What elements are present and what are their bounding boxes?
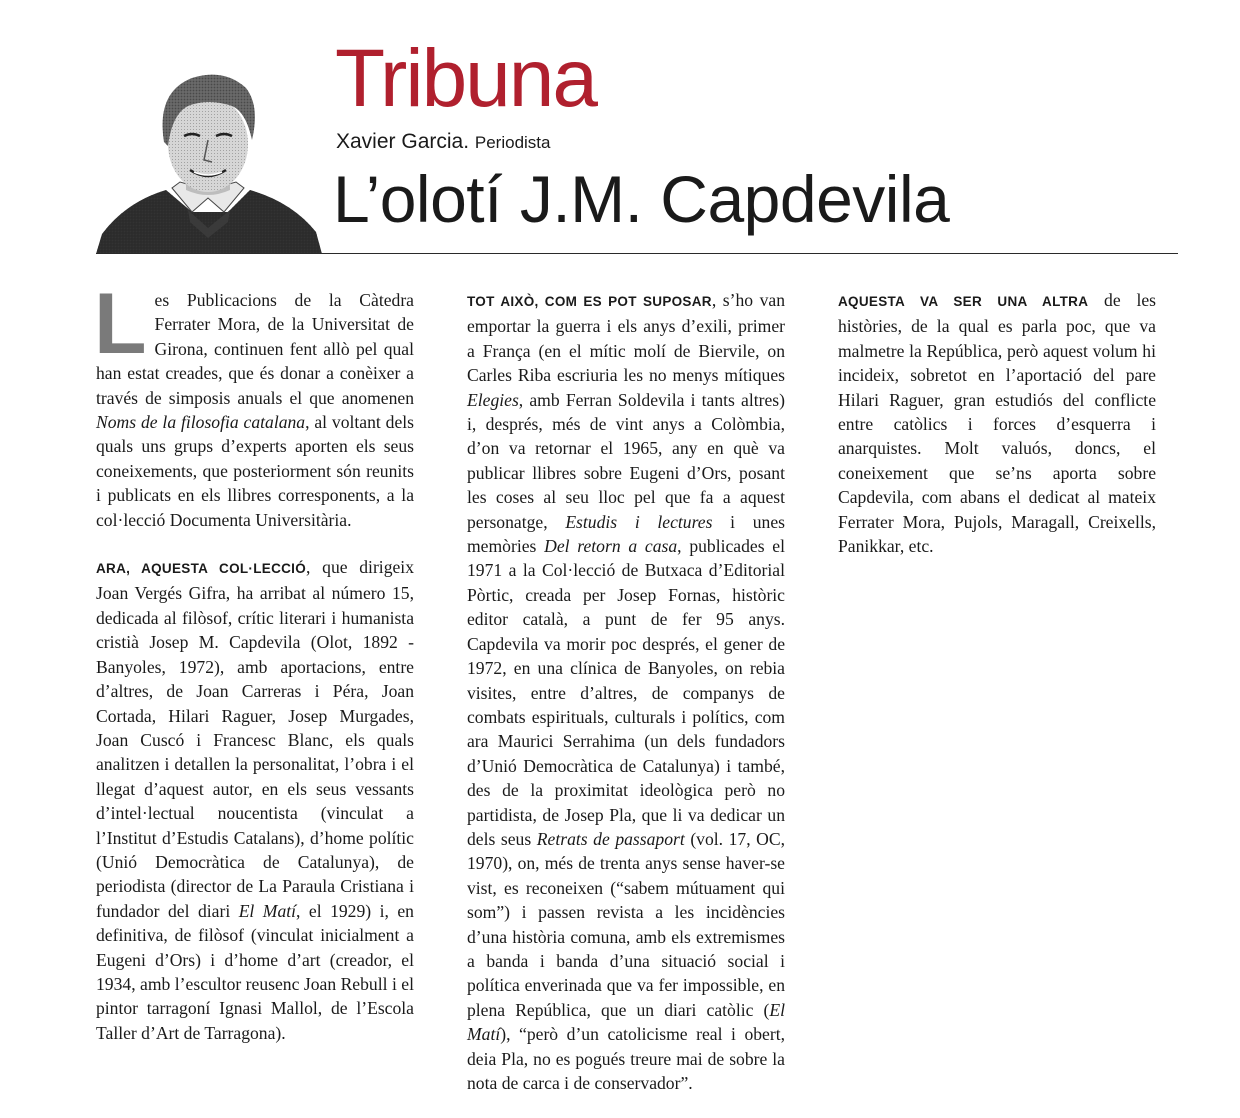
headline: L’olotí J.M. Capdevila [333,162,950,236]
paragraph-1: Les Publicacions de la Càtedra Ferrater Mora, de la Universitat de Girona, continuen fent allò pel qual han estat creades, que és donar a conèixer a través de simposis anuals el que anomenen Noms de la filosofia catalana, al voltant dels quals uns grups d’experts aporten els seus coneixements, que posteriorment són reunits i publicats en els llibres corresponents, a la col·lecció Documenta Universitària. [94,276,414,530]
paragraph-lead: TOT AIXÒ, COM ES POT SUPOSAR [467,294,712,309]
paragraph-2: ARA, AQUESTA COL·LECCIÓ, que dirigeix Joan Vergés Gifra, ha arribat al número 15, dedicada al filòsof, crític literari i humanista cristià Josep M. Capdevila (Olot, 1892 - Banyoles, 1972), amb aportacions, entre d’altres, de Joan Carreras i Péra, Joan Cortada, Hilari Raguer, Josep Murgades, Joan Cuscó i Francesc Blanc, els quals analitzen i detallen la personalitat, l’obra i el llegat d’aquest autor, en els seus vessants d’intel·lectual noucentista (vinculat a l’Institut d’Estudis Catalans), d’home polític (Unió Democràtica de Catalunya), de periodista (director de La Paraula Cristiana i fundador del diari El Matí, el 1929) i, en definitiva, de filòsof (vinculat inicialment a Eugeni d’Ors) i d’home d’art (creador, el 1934, amb l’escultor reusenc Joan Rebull i el pintor tarragoní Ignasi Mallol, de l’Escola Taller d’Art de Tarragona). [96,557,414,1043]
paragraph-3: TOT AIXÒ, COM ES POT SUPOSAR, s’ho van emportar la guerra i els anys d’exili, primer a França (en el mític molí de Biervile, on Carles Riba escriuria les no menys mítiques Elegies, amb Ferran Soldevila i tants altres) i, després, més de vint anys a Colòmbia, d’on va retornar el 1965, any en què va publicar llibres sobre Eugeni d’Ors, posant les coses al seu lloc pel que fa a aquest personatge, Estudis i lectures i unes memòries Del retorn a casa, publicades el 1971 a la Col·lecció de Butxaca d’Editorial Pòrtic, creada per Josep Fornas, històric editor català, a punt de fer 95 anys. Capdevila va morir poc després, el gener de 1972, en una clínica de Banyoles, on rebia visites, entre d’altres, de companys de combats espirituals, culturals i polítics, com ara Maurici Serrahima (un dels fundadors d’Unió Democràtica de Catalunya) i també, des de la proximitat ideològica però no partidista, de Josep Pla, que li va dedicar un dels seus Retrats de passaport (vol. 17, OC, 1970), on, més de trenta anys sense haver-se vist, es reconeixen (“sabem mútuament qui som”) i passen revista a les incidències d’una història comuna, amb els extremismes a banda i banda d’una situació social i política enverinada que va fer impossible, en plena República, que un diari catòlic (El Matí), “però d’un catolicisme real i obert, deia Pla, no es pogués treure mai de sobre la nota de carca i de conservador”. [467,290,786,1093]
article-column-2 [467,288,785,1118]
paragraph-lead: ARA, AQUESTA COL·LECCIÓ [96,561,307,577]
section-title: Tribuna [335,33,596,124]
header-divider [96,253,1178,254]
article-column-3 [838,288,1156,581]
author-role: Periodista [474,133,551,152]
paragraph-lead: AQUESTA VA SER UNA ALTRA [838,294,1089,309]
author-name: Xavier Garcia. [336,130,470,153]
byline [336,130,551,154]
article-column-1 [94,276,414,1068]
paragraph-4: AQUESTA VA SER UNA ALTRA de les històries, de la qual es parla poc, que va malmetre la República, però aquest volum hi incideix, sobretot en l’aportació del pare Hilari Raguer, gran estudiós del conflicte entre catòlics i forces d’esquerra i anarquistes. Molt valuós, doncs, el coneixement que se’ns aporta sobre Capdevila, com abans el dedicat al mateix Ferrater Mora, Pujols, Maragall, Creixells, Panikkar, etc. [838,290,1156,557]
author-portrait [96,62,322,254]
dropcap: L [94,276,147,372]
